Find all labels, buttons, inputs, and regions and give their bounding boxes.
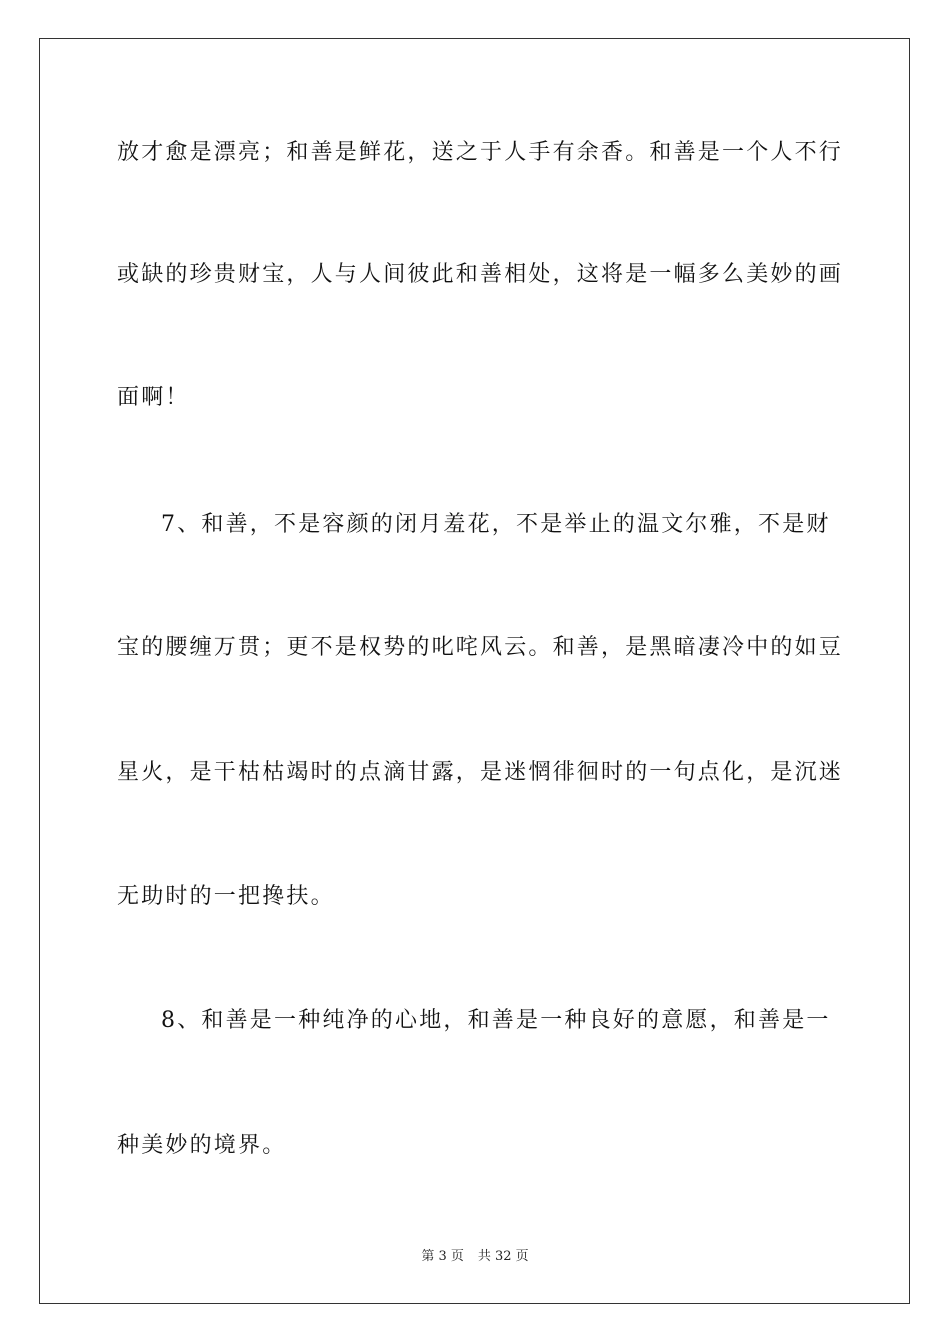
paragraph-line: 无助时的一把搀扶。 <box>117 884 335 909</box>
paragraph-line: 7、和善，不是容颜的闭月羞花，不是举止的温文尔雅，不是财 <box>161 512 831 537</box>
paragraph-line: 或缺的珍贵财宝，人与人间彼此和善相处，这将是一幅多么美妙的画 <box>117 262 844 287</box>
paragraph-line: 种美妙的境界。 <box>117 1133 287 1158</box>
page-border <box>39 38 910 1304</box>
page-footer <box>0 1248 950 1266</box>
paragraph-line: 8、和善是一种纯净的心地，和善是一种良好的意愿，和善是一 <box>161 1008 831 1033</box>
paragraph-line: 星火，是干枯枯竭时的点滴甘露，是迷惘徘徊时的一句点化，是沉迷 <box>117 760 844 785</box>
paragraph-line: 宝的腰缠万贯；更不是权势的叱咤风云。和善，是黑暗凄冷中的如豆 <box>117 635 844 660</box>
page-total: 共 32 页 <box>477 1249 529 1264</box>
page-number: 第 3 页 <box>421 1249 464 1264</box>
paragraph-line: 面啊！ <box>117 385 190 410</box>
paragraph-line: 放才愈是漂亮；和善是鲜花，送之于人手有余香。和善是一个人不行 <box>117 140 844 165</box>
